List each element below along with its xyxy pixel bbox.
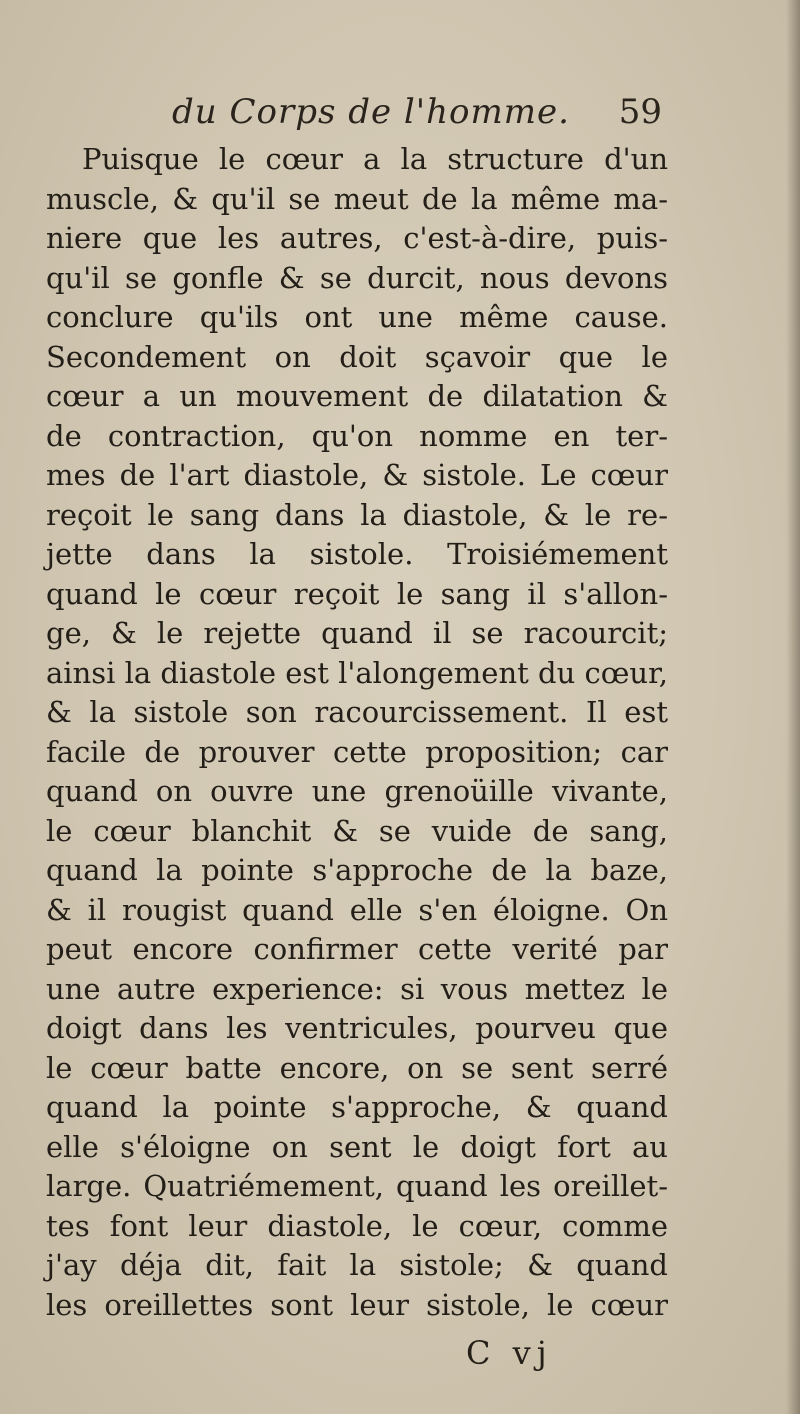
text-line: ainsi la diastole est l'alongement du cœur, xyxy=(46,655,668,690)
text-line: j'ay déja dit, fait la sistole; & quand xyxy=(46,1248,668,1282)
text-line: le cœur blanchit & se vuide de sang, xyxy=(46,813,668,848)
text-line: qu'il se gonfle & se durcit, nous devons xyxy=(46,260,668,295)
text-line: de contraction, qu'on nomme en ter- xyxy=(46,418,668,453)
text-line: mes de l'art diastole, & sistole. Le cœur xyxy=(46,458,668,492)
text-line: large. Quatriémement, quand les oreillet- xyxy=(46,1169,668,1203)
running-head xyxy=(172,92,662,142)
text-line: peut encore confirmer cette verité par xyxy=(46,932,668,966)
text-line: jette dans la sistole. Troisiémement xyxy=(46,537,668,571)
text-line: Secondement on doit sçavoir que le xyxy=(46,339,668,374)
text-line: elle s'éloigne on sent le doigt fort au xyxy=(46,1129,668,1164)
text-line: une autre experience: si vous mettez le xyxy=(46,971,668,1006)
text-line: ge, & le rejette quand il se racourcit; xyxy=(46,616,668,650)
text-line: niere que les autres, c'est-à-dire, puis- xyxy=(46,221,668,255)
text-line: reçoit le sang dans la diastole, & le re- xyxy=(46,497,668,532)
text-line: quand la pointe s'approche de la baze, xyxy=(46,853,668,887)
text-line: tes font leur diastole, le cœur, comme xyxy=(46,1208,668,1243)
text-line: les oreillettes sont leur sistole, le cœur xyxy=(46,1287,668,1322)
text-line: & il rougist quand elle s'en éloigne. On xyxy=(46,892,668,927)
text-line: quand la pointe s'approche, & quand xyxy=(46,1090,668,1124)
text-line: muscle, & qu'il se meut de la même ma- xyxy=(46,181,668,216)
text-line: facile de prouver cette proposition; car xyxy=(46,734,668,769)
text-line: cœur a un mouvement de dilatation & xyxy=(46,379,668,413)
text-line: conclure qu'ils ont une même cause. xyxy=(46,300,668,334)
body-text xyxy=(46,140,668,1325)
signature-mark: C vj xyxy=(466,1334,553,1372)
text-line: Puisque le cœur a la structure d'un xyxy=(82,142,668,176)
running-title: du Corps de l'homme. xyxy=(172,92,570,132)
page-edge-shadow xyxy=(786,0,800,1414)
text-line: quand le cœur reçoit le sang il s'allon- xyxy=(46,576,668,611)
text-line: le cœur batte encore, on se sent serré xyxy=(46,1050,668,1085)
page-number: 59 xyxy=(618,92,662,132)
text-line: & la sistole son racourcissement. Il est xyxy=(46,695,668,729)
text-line: doigt dans les ventricules, pourveu que xyxy=(46,1011,668,1045)
text-line: quand on ouvre une grenoüille vivante, xyxy=(46,774,668,808)
